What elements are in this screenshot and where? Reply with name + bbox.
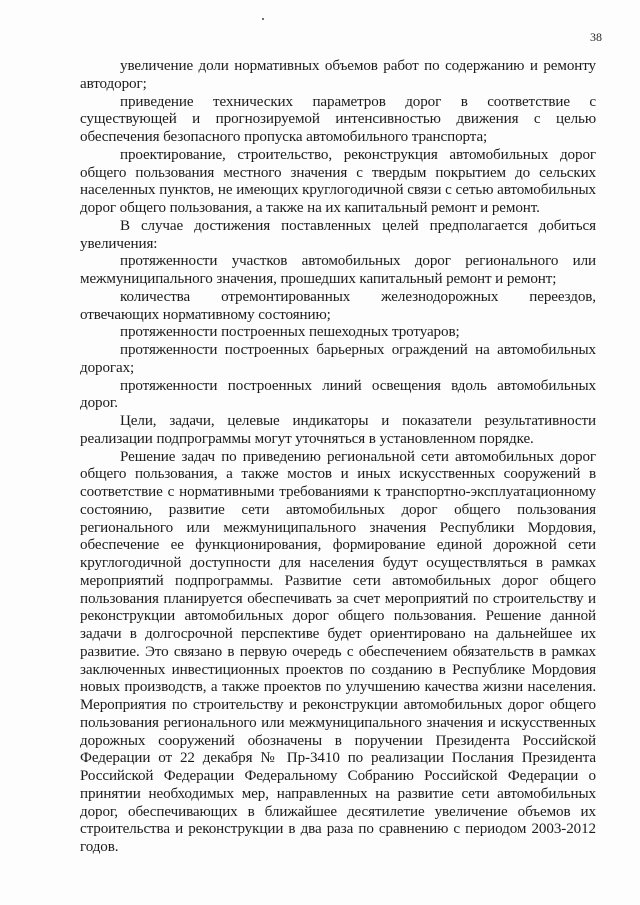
paragraph-lighting-lines: протяженности построенных линий освещения вдоль автомобильных дорог. (80, 377, 596, 412)
paragraph-road-sections-length: протяженности участков автомобильных дорог регионального или межмуниципального значения, прошедших капитальный ремонт и ремонт; (80, 253, 596, 287)
document-body (80, 58, 596, 857)
paragraph-sidewalks: протяженности построенных пешеходных тротуаров; (120, 324, 460, 341)
paragraph-targets-refinement: Цели, задачи, целевые индикаторы и показатели результативности реализации подпрограммы могут уточняться в установленном порядке. (80, 413, 596, 447)
scan-speck (262, 18, 264, 20)
paragraph-technical-parameters: приведение технических параметров дорог в соответствие с существующей и прогнозируемой интенсивностью движения с целью обеспечения безопасного пропуска автомобильного транспорта; (80, 93, 596, 145)
page-number: 38 (590, 30, 602, 44)
paragraph-expected-increase: В случае достижения поставленных целей предполагается добиться увеличения: (80, 217, 596, 252)
paragraph-design-construction: проектирование, строительство, реконструкция автомобильных дорог общего пользования местного значения с твердым покрытием до сельских населенных пунктов, не имеющих круглогодичной связи с сетью автомобильных дорог общего пользования, а также на их капитальный ремонт и ремонт. (80, 146, 596, 216)
paragraph-railway-crossings: количества отремонтированных железнодорожных переездов, отвечающих нормативному состоянию; (80, 288, 596, 323)
paragraph-task-solution: Решение задач по приведению региональной сети автомобильных дорог общего пользования, а также мостов и иных искусственных сооружений в соответствие с нормативными требованиями к транспортно-эксплуатационному состоянию, развитие сети автомобильных дорог общего пользования регионального или межмуниципального значения Республики Мордовия, обеспечение ее функционирования, формирование единой дорожной сети круглогодичной доступности для населения будут осуществляться в рамках мероприятий подпрограммы. Развитие сети автомобильных дорог общего пользования планируется обеспечивать за счет мероприятий по строительству и реконструкции автомобильных дорог общего пользования. Решение данной задачи в долгосрочной перспективе будет ориентировано на дальнейшее их развитие. Это связано в первую очередь с обеспечением обязательств в рамках заключенных инвестиционных проектов по созданию в Республике Мордовия новых производств, а также проектов по улучшению качества жизни населения. Мероприятия по строительству и реконструкции автомобильных дорог общего пользования регионального или межмуниципального значения и искусственных дорожных сооружений обозначены в поручении Президента Российской Федерации от 22 декабря № Пр-3410 по реализации Послания Президента Российской Федерации Федеральному Собранию Российской Федерации о принятии необходимых мер, направленных на развитие сети автомобильных дорог, обеспечивающих в ближайшее десятилетие увеличение объемов их строительства и реконструкции в два раза по сравнению с периодом 2003-2012 годов. (80, 448, 596, 855)
paragraph-barrier-fences: протяженности построенных барьерных ограждений на автомобильных дорогах; (80, 342, 596, 376)
paragraph-road-maintenance-share: увеличение доли нормативных объемов работ по содержанию и ремонту автодорог; (80, 58, 596, 92)
